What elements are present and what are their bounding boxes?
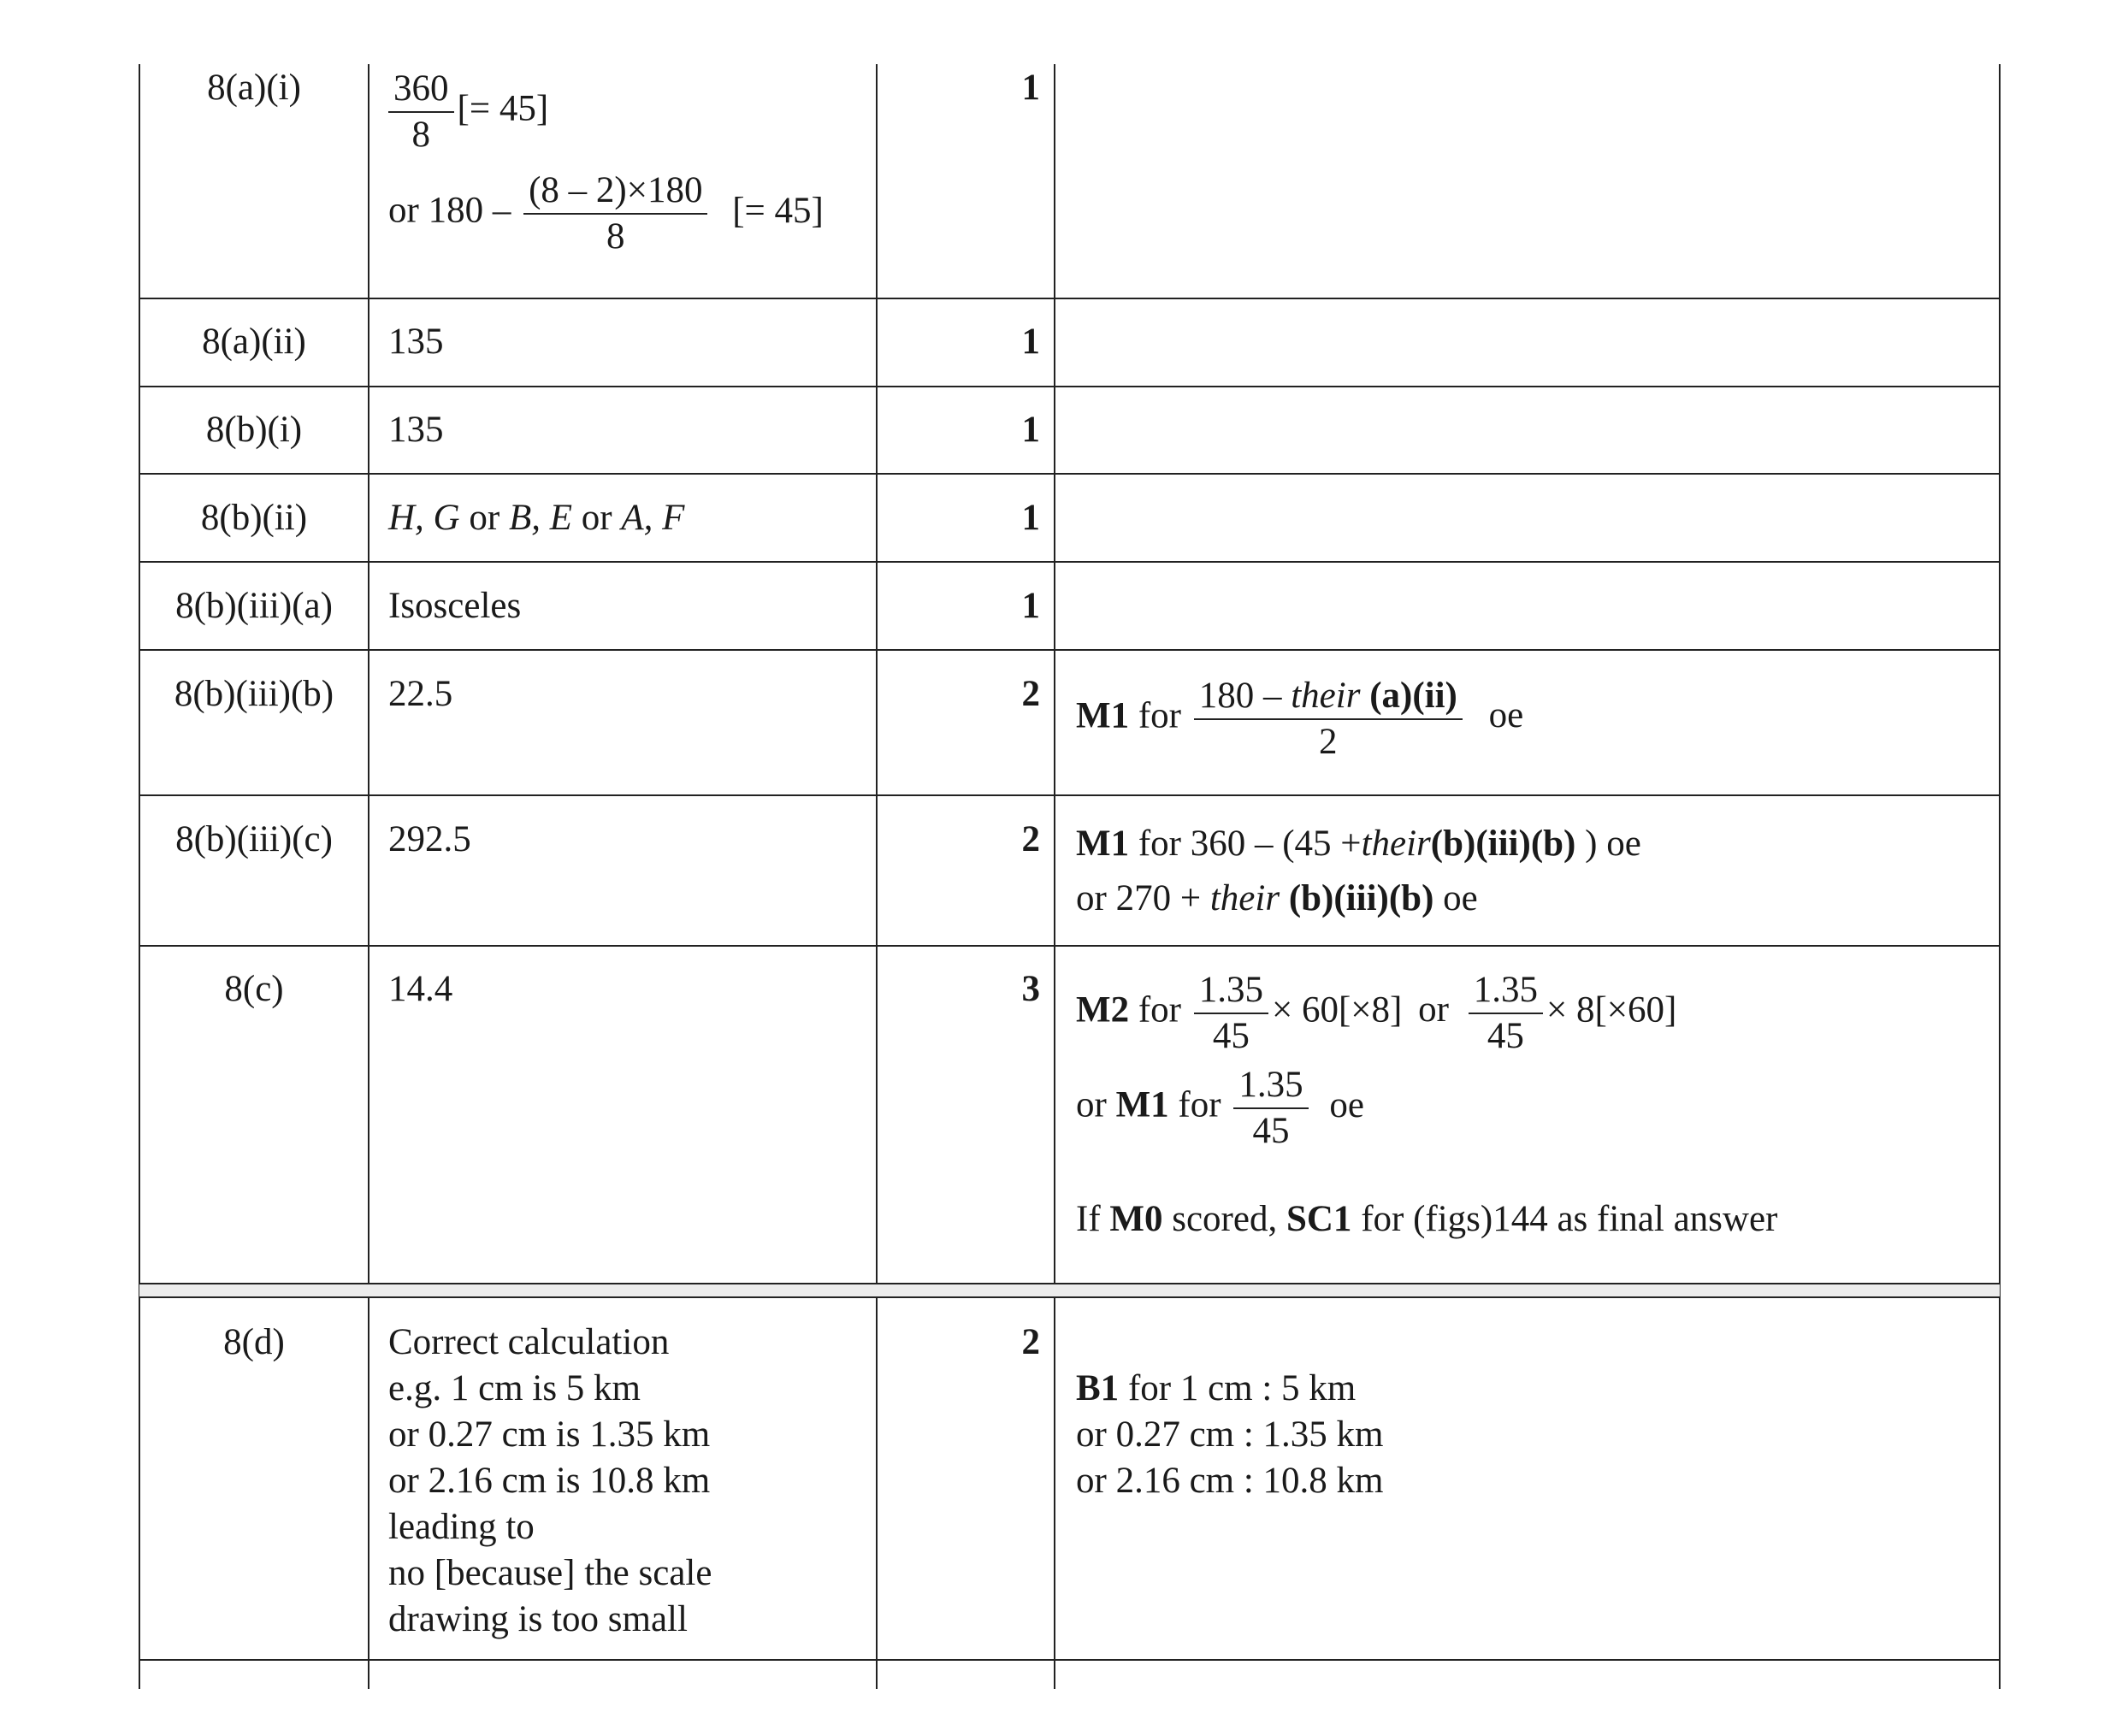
marks-cell: 3 (1021, 969, 1040, 1009)
bracket-value: [= 45] (457, 88, 549, 129)
fraction-numerator: 360 (388, 67, 454, 113)
answer-line: leading to (388, 1507, 535, 1547)
fraction-denominator: 8 (606, 216, 625, 257)
vertex-pair: H, G (388, 498, 460, 538)
or-word: or (469, 498, 500, 538)
or-word: or (581, 498, 612, 538)
answer-cell: 135 (388, 410, 444, 450)
column-divider-2 (876, 64, 878, 1689)
guidance-cell (1076, 674, 1523, 764)
fraction (1194, 674, 1463, 764)
answer-cell: 292.5 (388, 819, 471, 859)
answer-line (388, 168, 824, 258)
answer-cell: 135 (388, 322, 444, 362)
column-divider-3 (1054, 64, 1055, 1689)
row-divider (139, 1296, 2000, 1298)
vertex-pair: B, E (508, 498, 572, 538)
or-word: or (388, 190, 419, 231)
row-divider (139, 1659, 2000, 1661)
guidance-line: B1 for 1 cm : 5 km (1076, 1368, 1357, 1408)
marks-cell: 2 (1021, 674, 1040, 714)
question-number: 8(b)(iii)(c) (175, 819, 333, 859)
table-border-right (1999, 64, 2001, 1689)
question-number: 8(b)(iii)(b) (174, 674, 334, 714)
question-number: 8(a)(i) (207, 68, 301, 108)
fraction (388, 67, 454, 156)
marks-cell: 1 (1021, 322, 1040, 362)
fraction: $\frac{1.35}{45}$ (1194, 968, 1268, 1058)
for-word: for (1138, 695, 1181, 736)
guidance-line: M1 for 360 – (45 +their(b)(iii)(b) ) oe (1076, 824, 1641, 864)
fraction-numerator: (8 – 2)×180 (523, 168, 707, 215)
question-number: 8(c) (224, 969, 284, 1009)
row-divider (139, 561, 2000, 563)
answer-cell: 14.4 (388, 969, 453, 1009)
fraction-denominator: 2 (1319, 721, 1338, 762)
marks-cell: 1 (1021, 586, 1040, 626)
question-number: 8(b)(iii)(a) (175, 586, 333, 626)
marks-cell: 1 (1021, 498, 1040, 538)
answer-line: or 2.16 cm is 10.8 km (388, 1461, 711, 1501)
row-divider (139, 298, 2000, 299)
page-break-band (139, 1284, 2000, 1296)
answer-line: e.g. 1 cm is 5 km (388, 1368, 641, 1408)
answer-line: or 0.27 cm is 1.35 km (388, 1414, 711, 1455)
vertex-pair: A, F (621, 498, 685, 538)
fraction: $\frac{1.35}{45}$ (1233, 1063, 1308, 1153)
row-divider (139, 386, 2000, 387)
column-divider-1 (368, 64, 369, 1689)
guidance-line: or 0.27 cm : 1.35 km (1076, 1414, 1384, 1455)
row-divider (139, 794, 2000, 796)
oe-word: oe (1488, 695, 1524, 736)
row-divider (139, 945, 2000, 947)
answer-line: drawing is too small (388, 1599, 688, 1639)
answer-cell: 22.5 (388, 674, 453, 714)
guidance-cell (1076, 817, 1641, 926)
bracket-value: [= 45] (732, 190, 824, 231)
marks-cell: 2 (1021, 819, 1040, 859)
guidance-line: M2 for $\frac{1.35}{45}$ × 60[×8] or $\frac{1.35}{45}$ × 8[×60] (1076, 968, 1777, 1058)
guidance-cell (1076, 968, 1777, 1242)
answer-line: no [because] the scale (388, 1553, 712, 1593)
answer-cell (388, 1320, 712, 1643)
answer-line: Correct calculation (388, 1322, 670, 1362)
fraction (523, 168, 707, 258)
expression-part: 180 – (428, 190, 511, 231)
answer-cell: Isosceles (388, 586, 522, 626)
mark-code: M1 (1076, 695, 1130, 736)
marks-cell: 1 (1021, 68, 1040, 108)
guidance-line: or M1 for $\frac{1.35}{45}$ oe (1076, 1063, 1777, 1153)
guidance-line: or 2.16 cm : 10.8 km (1076, 1461, 1384, 1501)
guidance-cell (1076, 1366, 1384, 1504)
question-number: 8(d) (223, 1322, 285, 1362)
table-border-left (139, 64, 140, 1689)
fraction-numerator: 180 – their (a)(ii) (1194, 674, 1463, 720)
marks-cell: 2 (1021, 1322, 1040, 1362)
marks-cell: 1 (1021, 410, 1040, 450)
question-number: 8(b)(ii) (200, 498, 308, 538)
guidance-line: If M0 scored, SC1 for (figs)144 as final answer (1076, 1199, 1778, 1240)
question-number: 8(b)(i) (205, 410, 303, 450)
row-divider (139, 473, 2000, 475)
guidance-line: or 270 + their (b)(iii)(b) oe (1076, 878, 1478, 918)
row-divider (139, 649, 2000, 651)
answer-cell (388, 67, 824, 258)
answer-line (388, 67, 824, 156)
fraction-denominator: 8 (411, 114, 430, 155)
answer-cell (388, 495, 684, 541)
fraction: $\frac{1.35}{45}$ (1469, 968, 1543, 1058)
question-number: 8(a)(ii) (202, 322, 306, 362)
